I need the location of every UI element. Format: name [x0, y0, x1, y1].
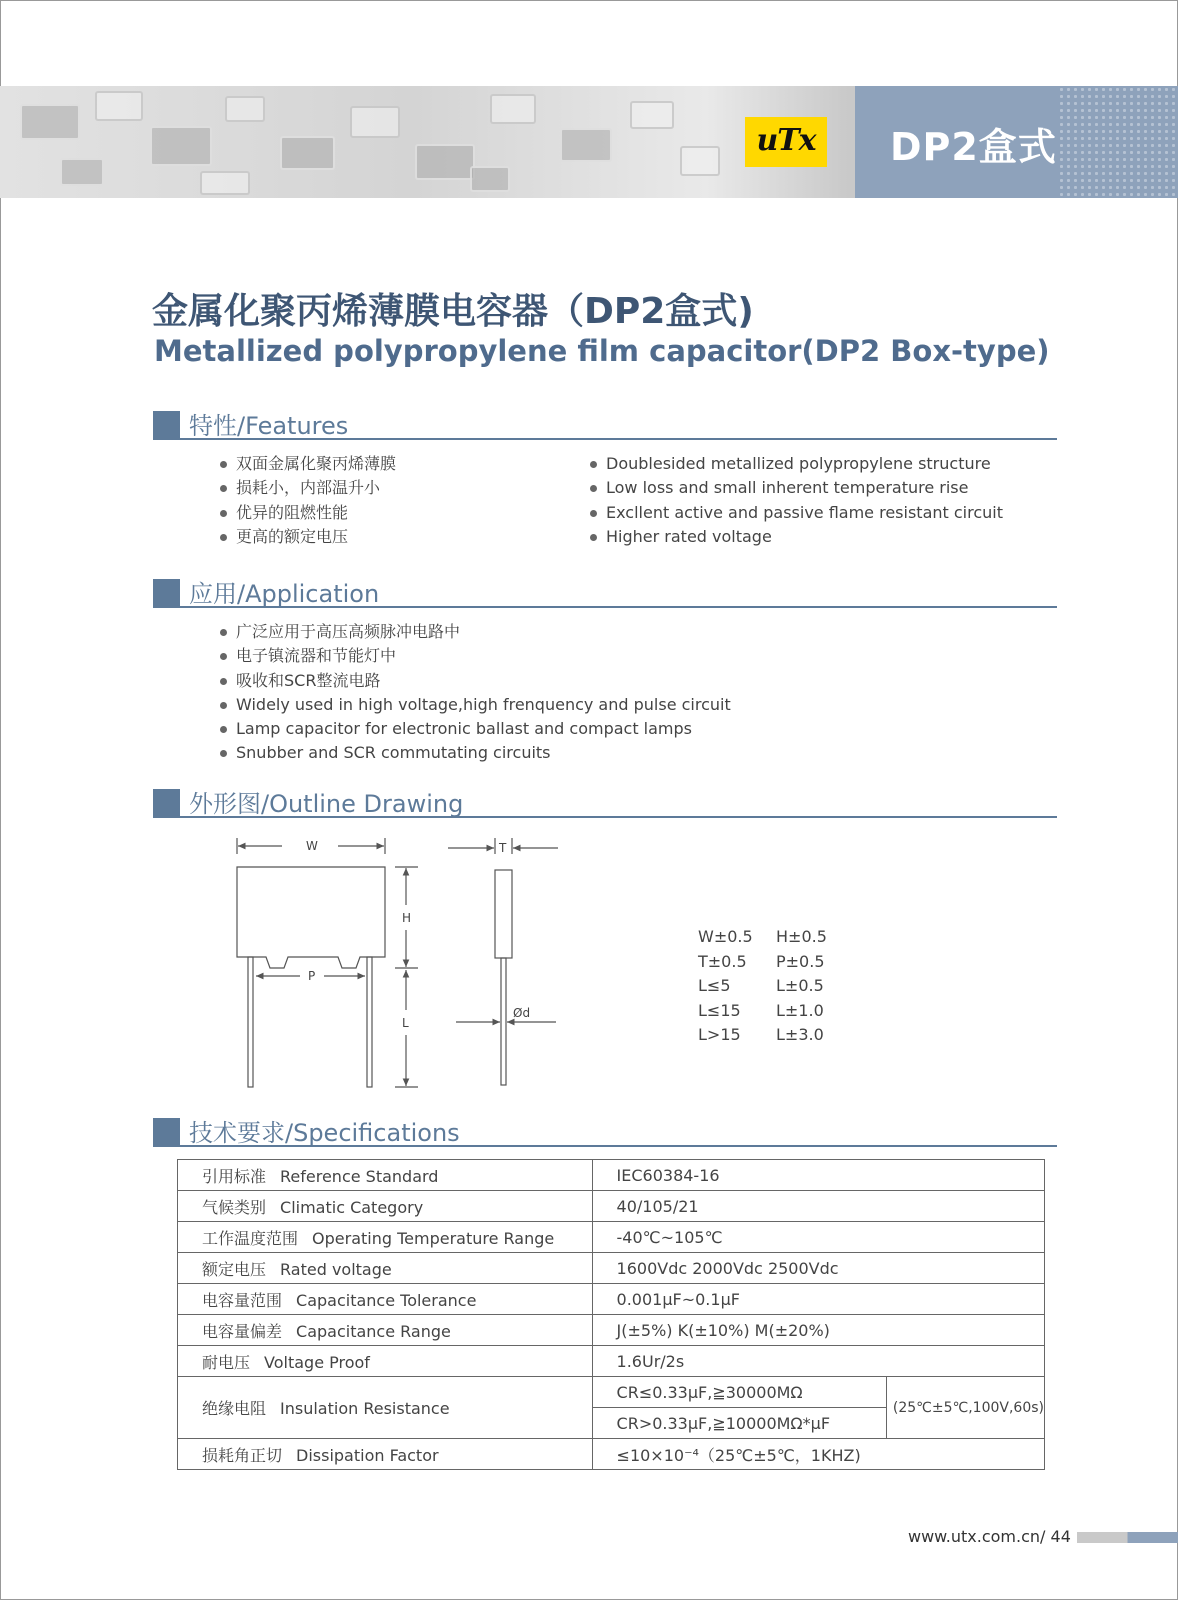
spec-key: [178, 1315, 593, 1346]
tolerance-b: L±3.0: [776, 1025, 824, 1044]
tolerance-a: L>15: [698, 1025, 741, 1044]
logo-text: uTx: [756, 123, 816, 158]
footer-url-page: www.utx.com.cn/ 44: [908, 1527, 1071, 1546]
list-item: Snubber and SCR commutating circuits: [220, 741, 731, 765]
spec-key-en: Rated voltage: [280, 1259, 392, 1279]
spec-value: ≤10×10⁻⁴（25℃±5℃，1KHZ): [592, 1439, 1044, 1470]
tolerance-b: H±0.5: [776, 927, 827, 946]
spec-key-en: Insulation Resistance: [280, 1399, 450, 1418]
dim-label-t: T: [499, 841, 507, 855]
list-item: 吸收和SCR整流电路: [220, 669, 731, 693]
features-en-list: [590, 452, 1003, 549]
spec-key: [178, 1284, 593, 1315]
tolerance-row: [698, 1025, 827, 1050]
section-square-icon: [153, 411, 180, 438]
spec-key: [178, 1253, 593, 1284]
section-square-icon: [153, 579, 180, 606]
tolerance-row: [698, 927, 827, 952]
banner-title: DP2盒式: [890, 125, 1057, 169]
dim-label-p: P: [308, 969, 316, 983]
section-square-icon: [153, 1118, 180, 1145]
spec-key-en: Dissipation Factor: [296, 1445, 439, 1465]
features-cn-list: [220, 452, 396, 549]
spec-key: [178, 1346, 593, 1377]
spec-key-cn: 气候类别: [202, 1197, 267, 1217]
tolerance-row: [698, 1001, 827, 1026]
tolerance-b: L±1.0: [776, 1000, 824, 1020]
list-item: Widely used in high voltage,high frenquency and pulse circuit: [220, 693, 731, 717]
capacitor-body-side: [495, 870, 512, 958]
spec-value: 40/105/21: [592, 1191, 1044, 1222]
list-item: Doublesided metallized polypropylene structure: [590, 452, 1003, 476]
lead-left: [248, 957, 253, 1087]
section-square-icon: [153, 789, 180, 816]
spec-key-en: Climatic Category: [280, 1197, 424, 1217]
table-row: [178, 1346, 1045, 1377]
capacitor-body-front: [237, 867, 385, 968]
list-item: 损耗小，内部温升小: [220, 476, 396, 500]
spec-key: [178, 1191, 593, 1222]
features-section-header: [153, 406, 1057, 440]
lead-right: [367, 957, 372, 1087]
list-item: Excllent active and passive flame resistant circuit: [590, 501, 1003, 525]
table-row: [178, 1315, 1045, 1346]
tolerance-a: L≤5: [698, 976, 731, 995]
list-item: 双面金属化聚丙烯薄膜: [220, 452, 396, 476]
tolerance-row: [698, 976, 827, 1001]
table-row: [178, 1191, 1045, 1222]
spec-value: IEC60384-16: [592, 1160, 1044, 1191]
list-item: Low loss and small inherent temperature rise: [590, 476, 1003, 500]
outline-section-header: [153, 784, 1057, 818]
spec-value: 0.001μF~0.1μF: [592, 1284, 1044, 1315]
list-item: Higher rated voltage: [590, 525, 1003, 549]
tolerance-row: [698, 952, 827, 977]
spec-value: -40℃~105℃: [592, 1222, 1044, 1253]
list-item: Lamp capacitor for electronic ballast and compact lamps: [220, 717, 731, 741]
table-row: [178, 1377, 1045, 1408]
application-list: [220, 620, 731, 766]
spec-value: J(±5%) K(±10%) M(±20%): [592, 1315, 1044, 1346]
list-item: 更高的额定电压: [220, 525, 396, 549]
outline-drawing: [220, 830, 580, 1100]
spec-value: 1600Vdc 2000Vdc 2500Vdc: [592, 1253, 1044, 1284]
spec-value: CR>0.33μF,≧10000MΩ*μF: [592, 1408, 886, 1439]
tolerance-b: P±0.5: [776, 951, 825, 971]
tolerance-b: L±0.5: [776, 976, 824, 995]
lead-side: [501, 958, 506, 1085]
list-item: 广泛应用于高压高频脉冲电路中: [220, 620, 731, 644]
dot-pattern: [1058, 86, 1178, 198]
spec-value: 1.6Ur/2s: [592, 1346, 1044, 1377]
application-section-header: [153, 574, 1057, 608]
page-title-en: Metallized polypropylene film capacitor(DP2 Box-type): [154, 334, 1050, 368]
spec-key-cn: 引用标准: [202, 1166, 267, 1186]
spec-key-en: Voltage Proof: [264, 1352, 370, 1372]
spec-note: (25℃±5℃,100V,60s): [886, 1377, 1044, 1439]
table-row: [178, 1439, 1045, 1470]
spec-key: [178, 1377, 593, 1439]
spec-key-cn: 耐电压: [202, 1352, 251, 1372]
dim-label-w: W: [306, 839, 318, 853]
spec-key-cn: 绝缘电阻: [202, 1399, 267, 1418]
table-row: [178, 1284, 1045, 1315]
spec-value: CR≤0.33μF,≧30000MΩ: [592, 1377, 886, 1408]
spec-key: [178, 1160, 593, 1191]
tolerance-a: T±0.5: [698, 951, 747, 971]
spec-key-en: Reference Standard: [280, 1166, 439, 1186]
footer-bar: [1077, 1532, 1178, 1543]
table-row: [178, 1222, 1045, 1253]
spec-key-cn: 电容量范围: [202, 1290, 283, 1310]
spec-key-cn: 电容量偏差: [202, 1321, 283, 1341]
utx-logo: [745, 117, 827, 167]
specifications-table: [177, 1159, 1045, 1470]
tolerance-a: W±0.5: [698, 927, 753, 946]
spec-key-cn: 额定电压: [202, 1259, 267, 1279]
section-heading: 特性/Features: [189, 412, 349, 440]
list-item: 电子镇流器和节能灯中: [220, 644, 731, 668]
table-row: [178, 1253, 1045, 1284]
dim-label-h: H: [402, 911, 412, 925]
spec-key: [178, 1222, 593, 1253]
spec-key: [178, 1439, 593, 1470]
tolerance-a: L≤15: [698, 1000, 741, 1020]
specifications-section-header: [153, 1113, 1057, 1147]
spec-key-en: Capacitance Range: [296, 1321, 451, 1341]
spec-key-en: Operating Temperature Range: [312, 1228, 555, 1248]
table-row: [178, 1160, 1045, 1191]
spec-key-cn: 损耗角正切: [202, 1445, 283, 1465]
section-heading: 技术要求/Specifications: [189, 1119, 460, 1147]
section-heading: 外形图/Outline Drawing: [189, 790, 464, 818]
spec-key-cn: 工作温度范围: [202, 1228, 299, 1248]
page-title-cn: 金属化聚丙烯薄膜电容器（DP2盒式): [152, 291, 754, 332]
spec-key-en: Capacitance Tolerance: [296, 1290, 477, 1310]
tolerance-list: [698, 927, 827, 1050]
dim-label-l: L: [402, 1016, 409, 1030]
list-item: 优异的阻燃性能: [220, 501, 396, 525]
section-heading: 应用/Application: [189, 580, 380, 608]
dim-label-d: Ød: [513, 1006, 531, 1020]
